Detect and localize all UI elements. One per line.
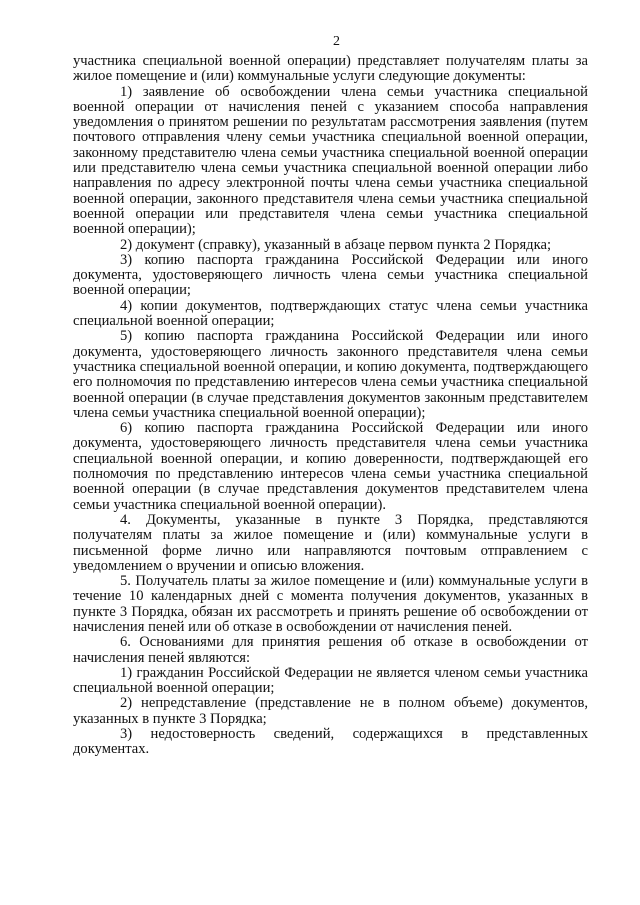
paragraph: 5. Получатель платы за жилое помещение и (или) коммунальные услуги в течение 10 календарных дней с момента получения документов, указанных в пункте 3 Порядка, обязан их рассмотреть и принять решение об освобождении от начисления пеней или об отказе в освобождении от начисления пеней. — [73, 573, 588, 635]
page-number: 2 — [333, 34, 340, 49]
paragraph: 1) гражданин Российской Федерации не является членом семьи участника специальной военной операции; — [73, 664, 588, 697]
paragraph: 2) непредставление (представление не в полном объеме) документов, указанных в пункте 3 Порядка; — [73, 695, 588, 727]
paragraph: 3) недостоверность сведений, содержащихся в представленных документах. — [73, 726, 588, 758]
paragraph: 2) документ (справку), указанный в абзаце первом пункта 2 Порядка; — [120, 236, 551, 253]
paragraph: 6. Основаниями для принятия решения об отказе в освобождении от начисления пеней являются: — [73, 634, 588, 666]
paragraph: 4. Документы, указанные в пункте 3 Порядка, представляются получателям платы за жилое помещение и (или) коммунальные услуги в письменной форме лично или направляются почтовым отправлением с уведомлением о вручении и описью вложения. — [73, 511, 588, 574]
paragraph: 4) копии документов, подтверждающих статус члена семьи участника специальной военной операции; — [73, 297, 588, 330]
document-body — [73, 54, 588, 758]
paragraph: 3) копию паспорта гражданина Российской Федерации или иного документа, удостоверяющего личность члена семьи участника специальной военной операции; — [73, 251, 588, 299]
paragraph: 6) копию паспорта гражданина Российской Федерации или иного документа, удостоверяющего личность представителя члена семьи участника специальной военной операции, и копию доверенности, подтверждающей его полномочия по представлению интересов члена семьи участника специальной военной операции (в случае представления документов представителем члена семьи участника специальной военной операции). — [73, 420, 588, 513]
paragraph: участника специальной военной операции) представляет получателям платы за жилое помещение и (или) коммунальные услуги следующие документы: — [73, 53, 588, 85]
paragraph: 5) копию паспорта гражданина Российской Федерации или иного документа, удостоверяющего личность законного представителя члена семьи участника специальной военной операции, и копию документа, подтверждающего его полномочия по представлению интересов члена семьи участника специальной военной операции (в случае представления документов законным представителем члена семьи участника специальной военной операции); — [73, 328, 588, 421]
paragraph: 1) заявление об освобождении члена семьи участника специальной военной операции от начисления пеней с указанием способа направления уведомления о принятом решении по результатам рассмотрения заявления (путем почтового отправления члену семьи участника специальной военной операции, законному представителю члена семьи участника специальной военной операции или представителю члена семьи участника специальной военной операции либо направления по адресу электронной почты члена семьи участника специальной военной операции, законного представителя члена семьи участника специальной военной операции или представителя члена семьи участника специальной военной операции); — [73, 83, 588, 238]
